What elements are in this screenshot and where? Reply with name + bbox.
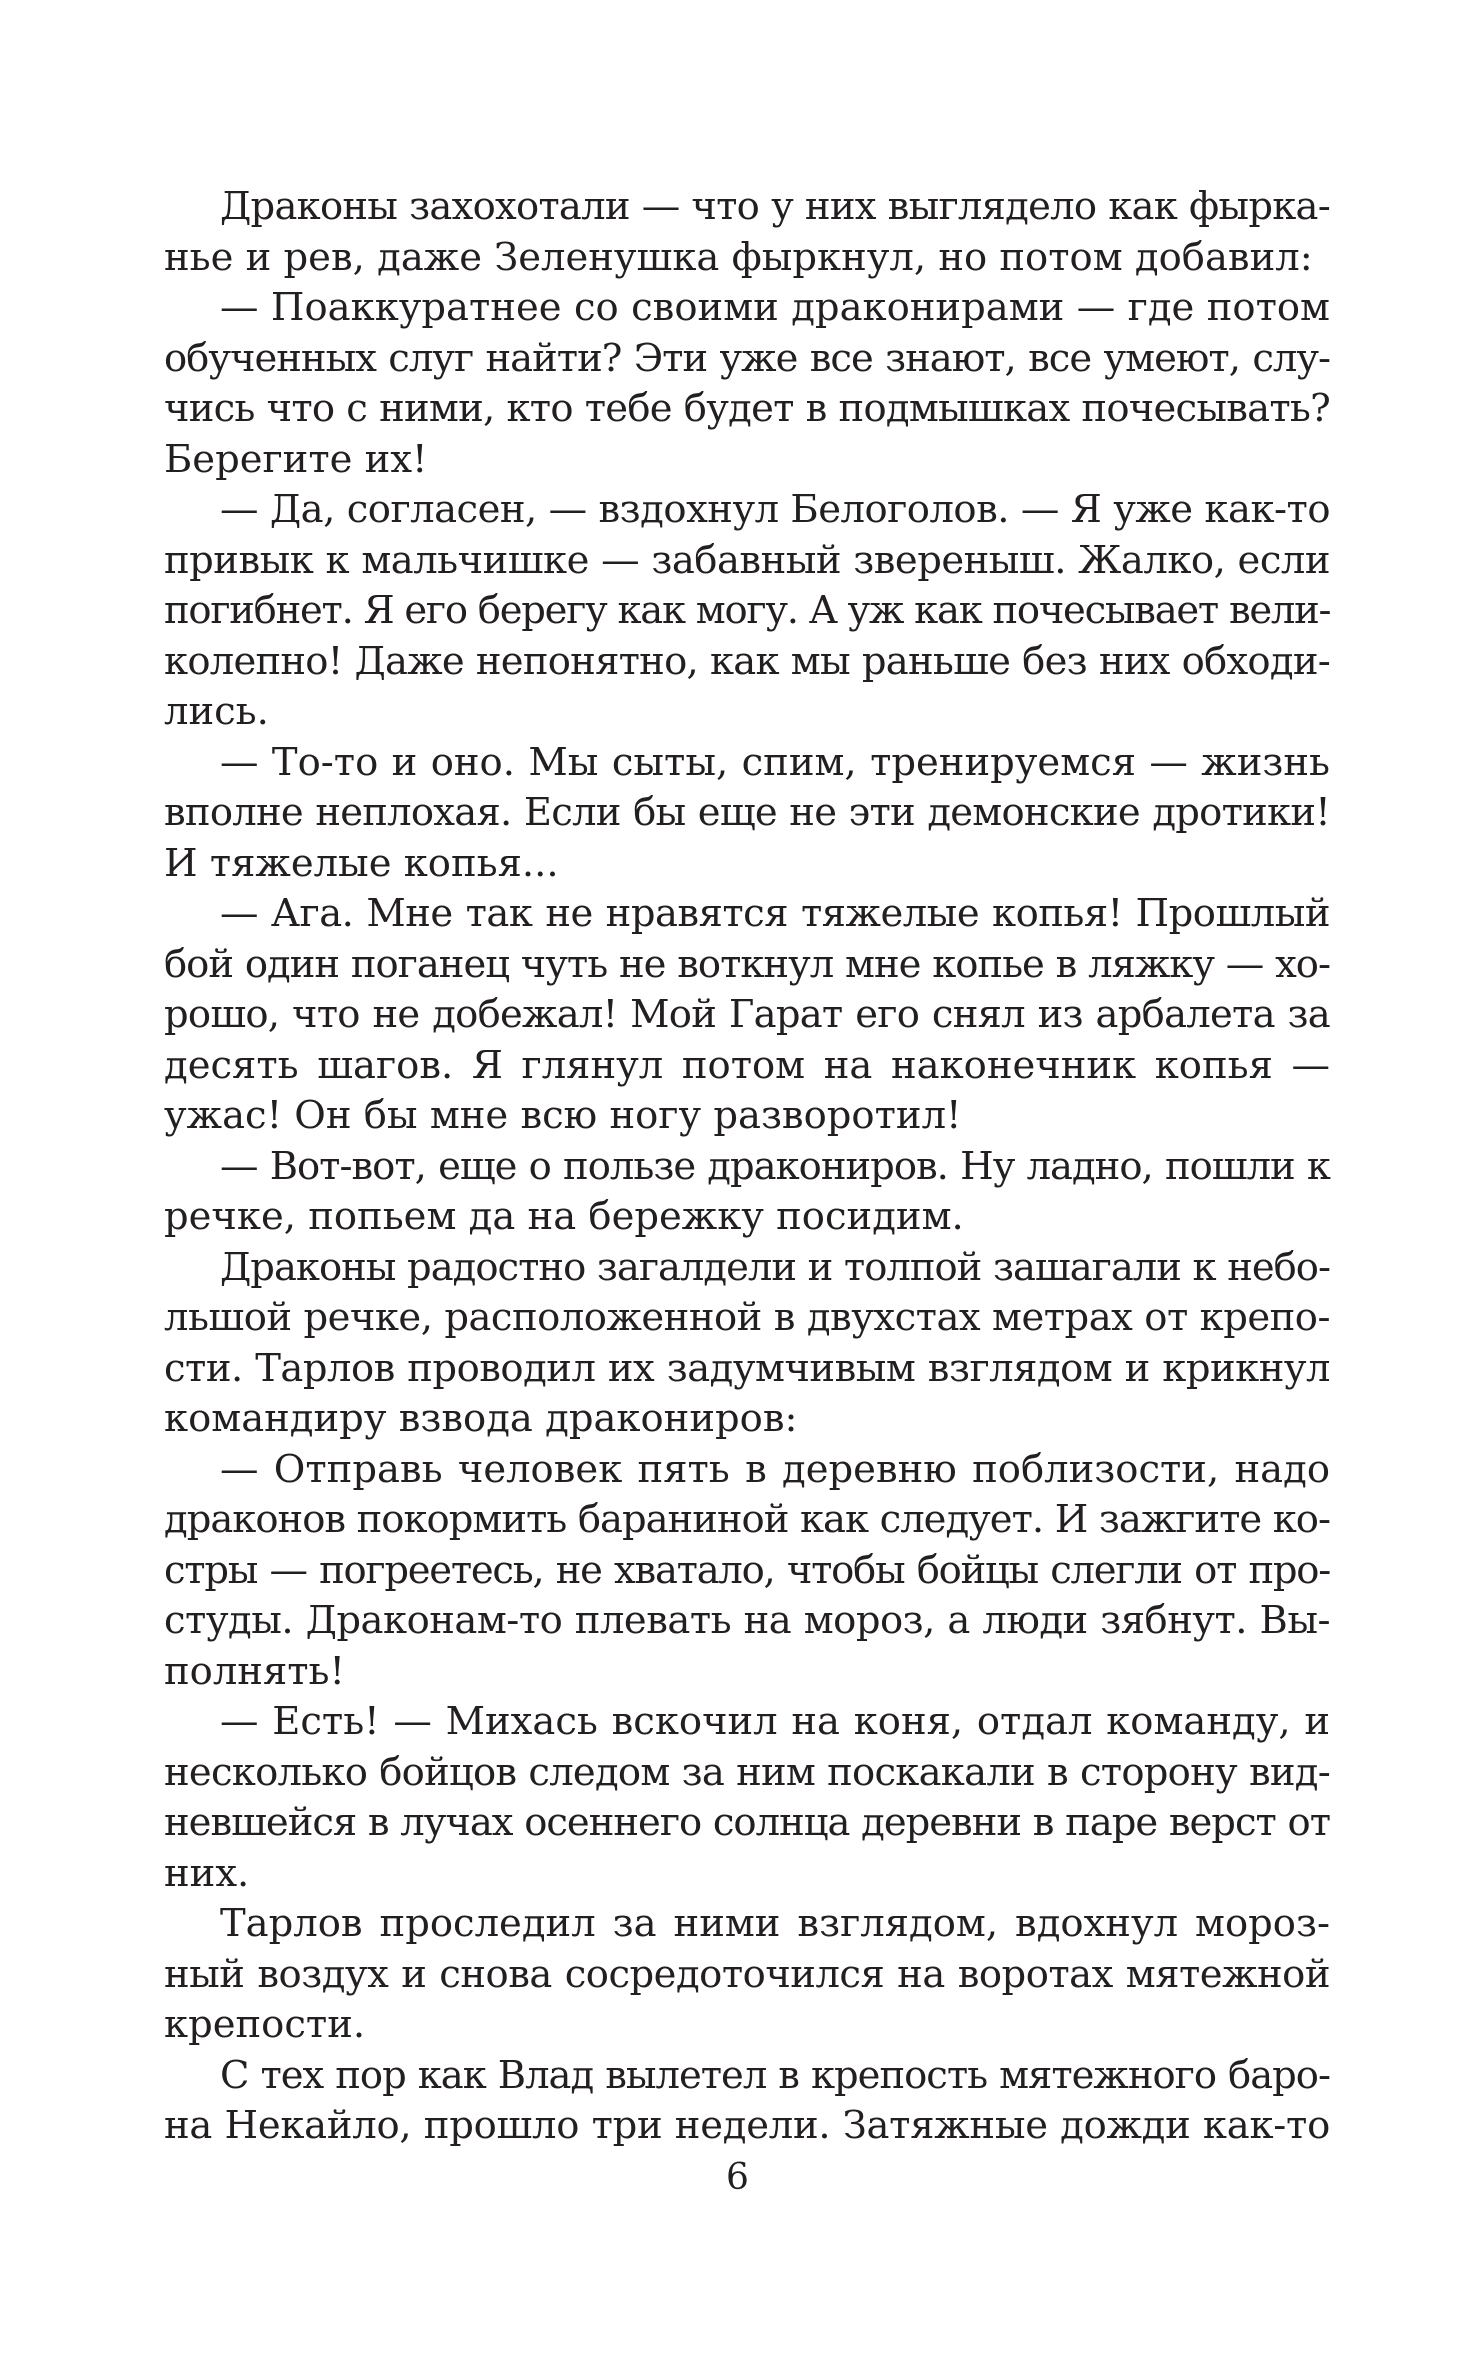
text-line: крепости.: [164, 2002, 366, 2047]
text-line: невшейся в лучах осеннего солнца деревни в паре верст от: [164, 1800, 1330, 1845]
text-line: Тарлов проследил за ними взглядом, вдохнул мороз-: [220, 1901, 1330, 1946]
text-line: Драконы радостно загалдели и толпой зашагали к небо-: [220, 1244, 1330, 1290]
page-number: 6: [726, 2157, 749, 2198]
text-line: лись.: [164, 689, 269, 734]
text-line: — Отправь человек пять в деревню поблизости, надо: [220, 1446, 1330, 1492]
text-line: — То-то и оно. Мы сыты, спим, тренируемся — жизнь: [220, 739, 1330, 785]
text-line: командиру взвода дракониров:: [164, 1396, 798, 1441]
text-line: стры — погреетесь, не хватало, чтобы бойцы слегли от про-: [164, 1547, 1330, 1593]
text-line: обученных слуг найти? Эти уже все знают, все умеют, слу-: [164, 335, 1330, 381]
text-line: — Вот-вот, еще о пользе дракониров. Ну ладно, пошли к: [220, 1143, 1330, 1189]
text-line: несколько бойцов следом за ним поскакали в сторону вид-: [164, 1749, 1330, 1795]
text-line: погибнет. Я его берегу как могу. А уж как почесывает вели-: [164, 588, 1331, 633]
text-line: С тех пор как Влад вылетел в крепость мятежного баро-: [220, 2052, 1330, 2098]
text-line: льшой речке, расположенной в двухстах метрах от крепо-: [164, 1295, 1330, 1340]
text-line: рошо, что не добежал! Мой Гарат его снял из арбалета за: [164, 992, 1330, 1037]
text-line: полнять!: [164, 1648, 345, 1694]
text-line: — Есть! — Михась вскочил на коня, отдал команду, и: [220, 1699, 1330, 1744]
text-line: чись что с ними, кто тебе будет в подмышках почесывать?: [164, 386, 1330, 431]
text-line: колепно! Даже непонятно, как мы раньше без них обходи-: [164, 638, 1330, 684]
text-line: И тяжелые копья...: [164, 840, 559, 886]
text-line: Берегите их!: [164, 436, 428, 482]
text-line: нье и рев, даже Зеленушка фыркнул, но потом добавил:: [164, 234, 1313, 280]
text-line: них.: [164, 1850, 250, 1896]
text-line: ный воздух и снова сосредоточился на воротах мятежной: [164, 1951, 1330, 1997]
text-line: речке, попьем да на бережку посидим.: [164, 1194, 964, 1239]
text-line: ужас! Он бы мне всю ногу разворотил!: [164, 1093, 962, 1138]
text-line: — Поаккуратнее со своими драконирами — где потом: [220, 285, 1330, 330]
book-page-text: [164, 182, 1330, 2152]
text-line: на Некайло, прошло три недели. Затяжные дожди как-то: [164, 2103, 1330, 2148]
text-line: десять шагов. Я глянул потом на наконечник копья —: [164, 1042, 1330, 1088]
text-line: вполне неплохая. Если бы еще не эти демонские дротики!: [164, 790, 1330, 835]
text-line: — Да, согласен, — вздохнул Белоголов. — Я уже как-то: [220, 487, 1330, 532]
text-line: — Ага. Мне так не нравятся тяжелые копья! Прошлый: [220, 891, 1330, 936]
text-line: сти. Тарлов проводил их задумчивым взглядом и крикнул: [164, 1345, 1330, 1391]
text-line: бой один поганец чуть не воткнул мне копье в ляжку — хо-: [164, 941, 1330, 987]
text-line: студы. Драконам-то плевать на мороз, а люди зябнут. Вы-: [164, 1598, 1330, 1643]
text-line: драконов покормить бараниной как следует. И зажгите ко-: [164, 1497, 1330, 1542]
text-line: привык к мальчишке — забавный звереныш. Жалко, если: [164, 537, 1330, 583]
text-line: Драконы захохотали — что у них выглядело как фырка-: [220, 184, 1330, 229]
